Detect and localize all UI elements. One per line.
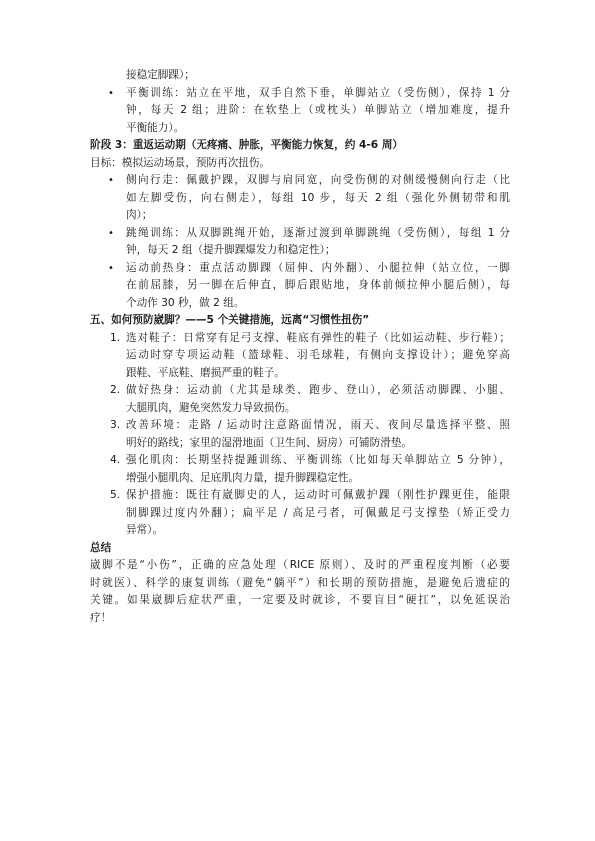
text-line: 明好的路线；家里的湿滑地面（卫生间、厨房）可铺防滑垫。 <box>126 436 413 449</box>
text-line: 时就医）、科学的康复训练（避免“躺平”）和长期的预防措施，是避免后遗症的 <box>90 576 510 589</box>
text-line: 运动时穿专项运动鞋（篮球鞋、羽毛球鞋，有侧向支撑设计）；避免穿高 <box>126 349 510 361</box>
text-line: 跟鞋、平底鞋、磨损严重的鞋子。 <box>126 366 285 379</box>
stage3-goal: 目标：模拟运动场景，预防再次扭伤。 <box>90 156 271 169</box>
list-item-warmup <box>90 260 510 313</box>
list-number: 3. <box>110 419 121 431</box>
text-line: 选对鞋子：日常穿有足弓支撑、鞋底有弹性的鞋子（比如运动鞋、步行鞋）； <box>126 331 510 344</box>
text-line: 运动前热身：重点活动脚踝（屈伸、内外翻）、小腿拉伸（站立位，一脚 <box>126 261 510 274</box>
bullet-icon: • <box>108 87 114 99</box>
stage2-continuation <box>90 67 510 137</box>
text-line: 平衡训练：站立在平地，双手自然下垂，单脚站立（受伤侧），保持 1 分 <box>126 86 510 99</box>
list-number: 5. <box>110 489 121 501</box>
list-item-protection <box>90 487 510 540</box>
bullet-icon: • <box>108 227 114 239</box>
text-line: 平衡能力）。 <box>126 121 185 134</box>
text-line: 制脚踝过度内外翻）；扁平足 / 高足弓者，可佩戴足弓支撑垫（矫正受力 <box>126 506 510 519</box>
text-line: 钟，每天 2 组；进阶：在软垫上（或枕头）单脚站立（增加难度，提升 <box>126 104 510 116</box>
list-number: 1. <box>110 331 121 344</box>
text-line: 在前屈膝，另一脚在后伸直，脚后跟贴地，身体前倾拉伸小腿后侧），每 <box>126 279 510 291</box>
list-item-warmup <box>90 382 510 417</box>
list-item-jump-rope <box>90 225 510 260</box>
text-line: 崴脚不是“小伤”，正确的应急处理（RICE 原则）、及时的严重程度判断（必要 <box>90 559 510 571</box>
list-item-strength <box>90 452 510 487</box>
text-line: 异常）。 <box>126 524 164 536</box>
text-line: 如左脚受伤，向右侧走），每组 10 步，每天 2 组（强化外侧韧带和肌 <box>126 191 510 204</box>
text-line: 接稳定脚踝）； <box>126 69 195 81</box>
text-line: 疗！ <box>90 611 112 624</box>
text-line: 个动作 30 秒，做 2 组。 <box>126 296 245 309</box>
text-line: 钟，每天 2 组（提升脚踝爆发力和稳定性）； <box>126 244 336 256</box>
stage3-section <box>90 137 510 312</box>
text-line: 做好热身：运动前（尤其是球类、跑步、登山），必须活动脚踝、小腿、 <box>126 384 510 396</box>
list-number: 2. <box>110 384 121 396</box>
document-content <box>90 67 510 627</box>
summary-heading: 总结 <box>90 541 112 554</box>
text-line: 增强小腿肌肉、足底肌肉力量，提升脚踝稳定性。 <box>126 471 360 484</box>
text-line: 跳绳训练：从双脚跳绳开始，逐渐过渡到单脚跳绳（受伤侧），每组 1 分 <box>126 226 510 239</box>
prevention-heading: 五、如何预防崴脚？——5 个关键措施，远离“习惯性扭伤” <box>90 314 370 326</box>
text-line: 保护措施：既往有崴脚史的人，运动时可佩戴护踝（刚性护踝更佳，能限 <box>126 489 510 501</box>
summary-section <box>90 540 510 628</box>
text-line: 关键。如果崴脚后症状严重，一定要及时就诊，不要盲目“硬扛”，以免延误治 <box>90 594 510 606</box>
list-item-environment <box>90 417 510 452</box>
text-line: 大腿肌肉，避免突然发力导致损伤。 <box>126 401 296 414</box>
list-item-side-walk <box>90 172 510 225</box>
text-line: 改善环境：走路 / 运动时注意路面情况，雨天、夜间尽量选择平整、照 <box>126 419 510 431</box>
bullet-icon: • <box>108 262 114 274</box>
text-line: 肉）； <box>126 209 153 221</box>
prevention-section <box>90 312 510 540</box>
list-item-shoes <box>90 330 510 383</box>
text-line: 强化肌肉：长期坚持提踵训练、平衡训练（比如每天单脚站立 5 分钟）， <box>126 454 510 466</box>
bullet-icon: • <box>108 175 114 186</box>
list-item-balance-training <box>90 85 510 138</box>
list-number: 4. <box>110 454 121 466</box>
text-line: 侧向行走：佩戴护踝，双脚与肩同宽，向受伤侧的对侧缓慢侧向行走（比 <box>126 174 510 186</box>
stage3-heading: 阶段 3：重返运动期（无疼痛、肿胀，平衡能力恢复，约 4-6 周） <box>90 139 404 151</box>
